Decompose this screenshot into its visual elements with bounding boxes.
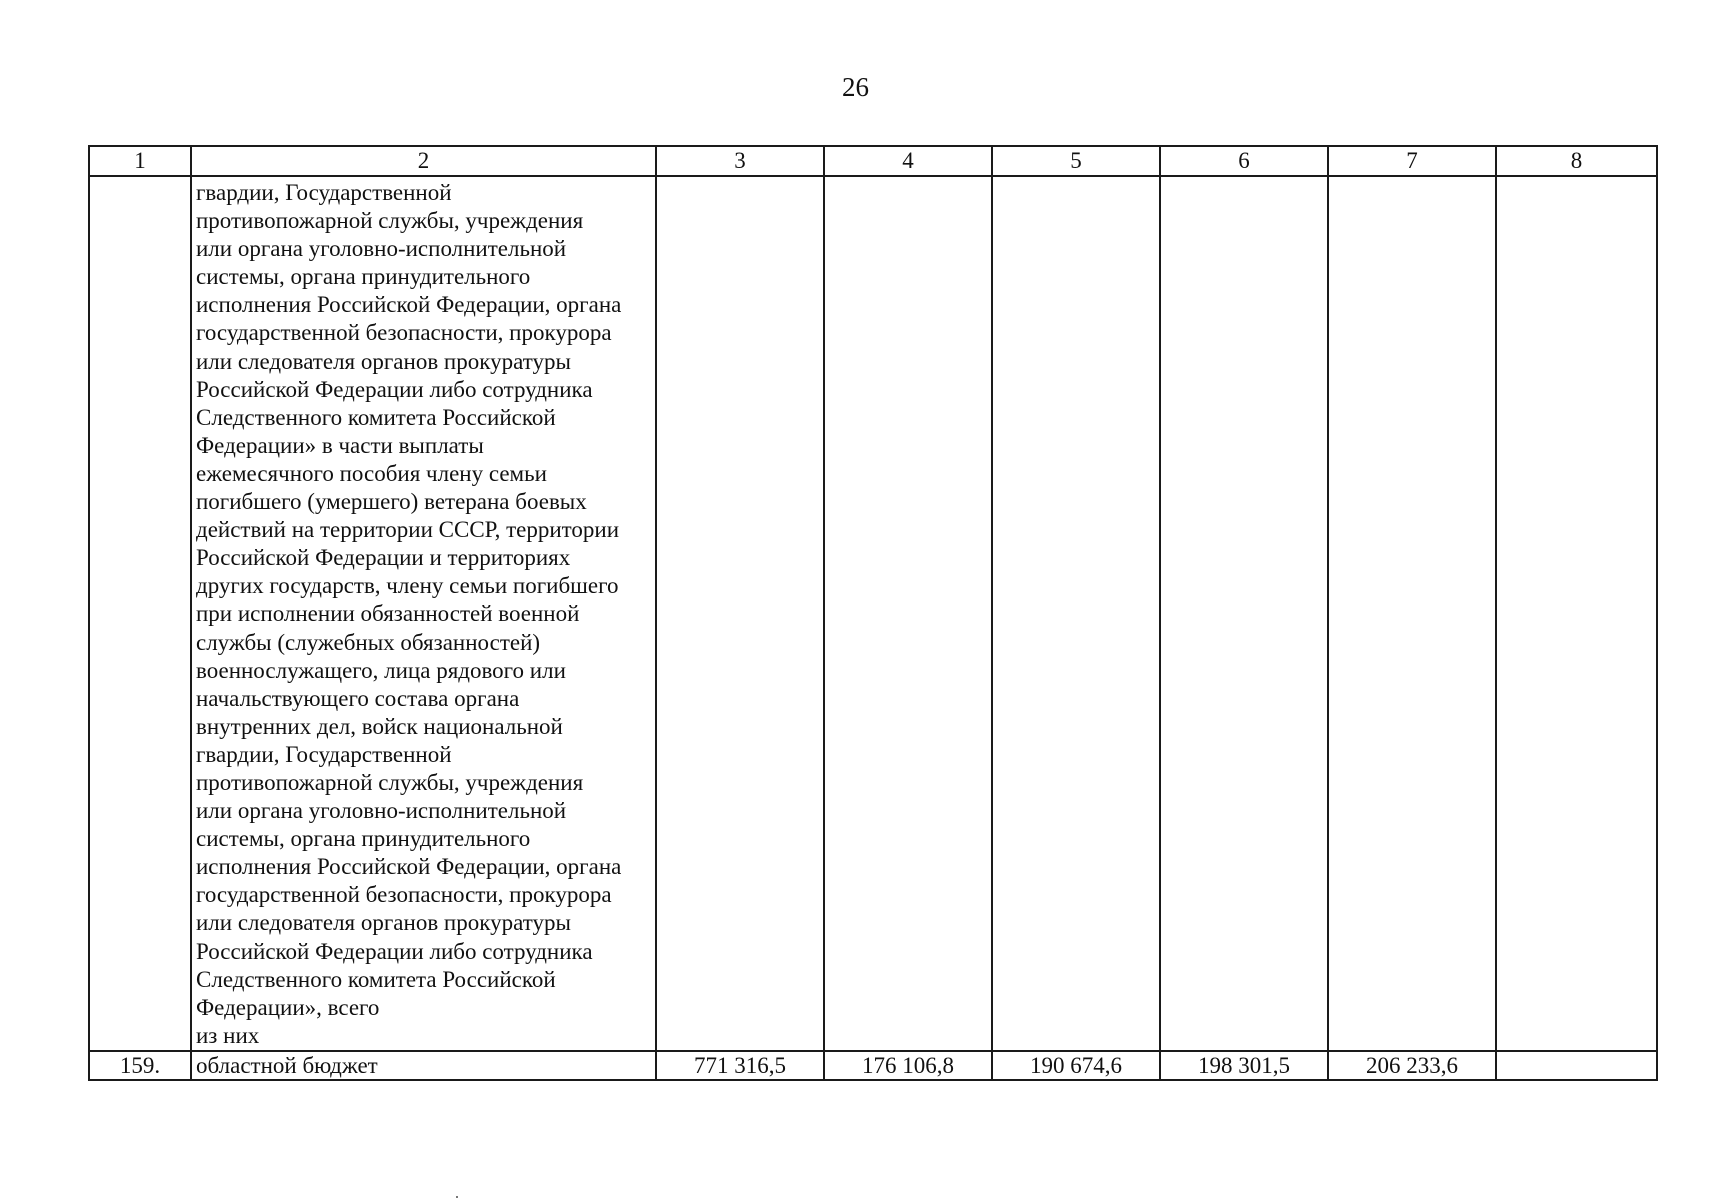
row-index: 159. <box>89 1051 191 1080</box>
empty-cell <box>1328 176 1496 1051</box>
description-line: противопожарной службы, учреждения <box>196 208 584 234</box>
description-line: системы, органа принудительного <box>196 826 531 852</box>
description-line: или органа уголовно-исполнительной <box>196 798 567 824</box>
description-line: Российской Федерации либо сотрудника <box>196 938 593 964</box>
description-line: противопожарной службы, учреждения <box>196 769 584 795</box>
description-line: исполнения Российской Федерации, органа <box>196 292 622 318</box>
description-line: Следственного комитета Российской <box>196 966 556 992</box>
description-line: Российской Федерации и территориях <box>196 545 571 571</box>
empty-cell <box>1496 176 1657 1051</box>
description-line: других государств, члену семьи погибшего <box>196 573 619 599</box>
scan-speck <box>456 1196 458 1198</box>
column-header-6: 6 <box>1160 146 1328 176</box>
column-header-2: 2 <box>191 146 656 176</box>
description-line: системы, органа принудительного <box>196 264 531 290</box>
description-line: гвардии, Государственной <box>196 180 452 205</box>
table-row <box>89 1051 1657 1080</box>
description-line: Федерации», всего <box>196 994 380 1020</box>
empty-cell <box>992 176 1160 1051</box>
continuation-index-cell <box>89 176 191 1051</box>
column-header-8: 8 <box>1496 146 1657 176</box>
empty-cell <box>824 176 992 1051</box>
description-line: действий на территории СССР, территории <box>196 517 620 543</box>
row-value-col8 <box>1496 1051 1657 1080</box>
description-line: при исполнении обязанностей военной <box>196 601 580 627</box>
description-line: погибшего (умершего) ветерана боевых <box>196 489 587 515</box>
empty-cell <box>656 176 824 1051</box>
description-line: начальствующего состава органа <box>196 685 520 711</box>
row-value-col5: 190 674,6 <box>992 1051 1160 1080</box>
continuation-description <box>191 176 656 1051</box>
description-line: внутренних дел, войск национальной <box>196 713 563 739</box>
empty-cell <box>1160 176 1328 1051</box>
description-line: Российской Федерации либо сотрудника <box>196 376 593 402</box>
row-value-col3: 771 316,5 <box>656 1051 824 1080</box>
table-header-row <box>89 146 1657 176</box>
description-line: исполнения Российской Федерации, органа <box>196 854 622 880</box>
description-line: государственной безопасности, прокурора <box>196 320 612 346</box>
description-line: или следователя органов прокуратуры <box>196 910 571 936</box>
column-header-1: 1 <box>89 146 191 176</box>
column-header-4: 4 <box>824 146 992 176</box>
description-line: службы (служебных обязанностей) <box>196 629 541 655</box>
description-line: или следователя органов прокуратуры <box>196 348 571 374</box>
description-line: из них <box>196 1022 260 1048</box>
column-header-5: 5 <box>992 146 1160 176</box>
description-line: Следственного комитета Российской <box>196 404 556 430</box>
row-name: областной бюджет <box>191 1051 656 1080</box>
description-line: государственной безопасности, прокурора <box>196 882 612 908</box>
description-line: военнослужащего, лица рядового или <box>196 657 566 683</box>
description-line: или органа уголовно-исполнительной <box>196 236 567 262</box>
page-number: 26 <box>842 72 869 102</box>
budget-table <box>88 145 1658 1081</box>
continuation-row <box>89 176 1657 1051</box>
column-header-7: 7 <box>1328 146 1496 176</box>
description-line: ежемесячного пособия члену семьи <box>196 460 547 486</box>
description-line: гвардии, Государственной <box>196 741 452 767</box>
row-value-col6: 198 301,5 <box>1160 1051 1328 1080</box>
description-line: Федерации» в части выплаты <box>196 432 484 458</box>
row-value-col7: 206 233,6 <box>1328 1051 1496 1080</box>
column-header-3: 3 <box>656 146 824 176</box>
row-value-col4: 176 106,8 <box>824 1051 992 1080</box>
